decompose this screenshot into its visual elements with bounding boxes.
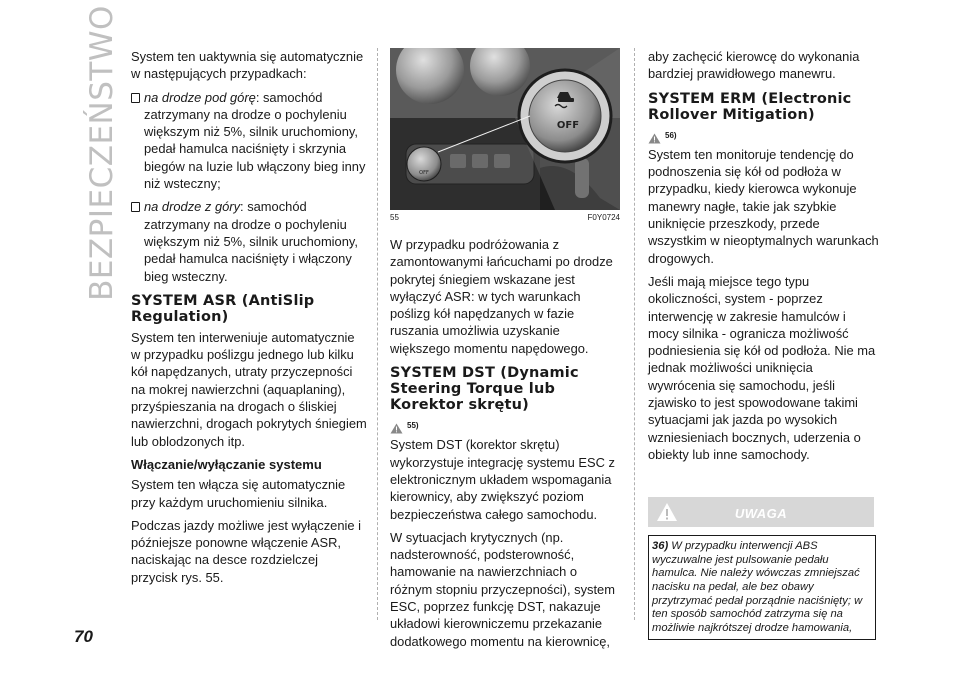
- column-divider: [377, 48, 379, 620]
- heading-on-off: Włączanie/wyłączanie systemu: [131, 456, 322, 472]
- paragraph-on-off-1: System ten włącza się automatycznie przy każdym uruchomieniu silnika.: [131, 477, 346, 510]
- off-label: OFF: [556, 120, 580, 131]
- paragraph-erm-2: Jeśli mają miejsce tego typu okoliczności, system - poprzez interwencję w zakresie hamulców i mocy silnika - ogranicza możliwość podniesienia się kół od podłoża. Nie ma jednak możliwości uniknięcia wywrócenia się samochodu, jeśli zjawisko to jest spowodowane takimi sytuacjami jak jazda po wysokich wzniesieniach bocznych, uderzenia o obiekty lub inne samochody.: [648, 273, 876, 462]
- paragraph-dst-2: W sytuacjach krytycznych (np. nadsterowność, podsterowność, hamowanie na nawierzchniach o różnym stopniu przyczepności), system ESC, poprzez funkcję DST, nakazuje układowi kierowniczemu przekazanie dodatkowego momentu na kierownicę,: [390, 529, 615, 649]
- heading-dst: SYSTEM DST (Dynamic Steering Torque lub Korektor skrętu): [390, 365, 579, 414]
- bullet-uphill-title: na drodze pod górę: [144, 89, 256, 105]
- bullet-uphill-text: : samochód zatrzymany na drodze o pochyleniu większym niż 5%, silnik uruchomiony, pedał hamulca naciśnięty i skrzynia biegów na luzie lub włączony bieg inny niż wsteczny;: [144, 89, 366, 192]
- warning-text: W przypadku interwencji ABS wyczuwalne jest pulsowanie pedału hamulca. Nie należy wówczas zmniejszać nacisku na pedał, ale bez obawy przytrzymać pedał porządnie naciśnięty; w ten sposób samochód zatrzyma się na możliwie najkrótszej drodze hamowania,: [652, 540, 863, 634]
- paragraph-intro: System ten uaktywnia się automatycznie w następujących przypadkach:: [131, 49, 364, 82]
- column-right: [648, 48, 880, 640]
- bullet-uphill: [131, 89, 367, 193]
- paragraph-on-off-2: Podczas jazdy możliwe jest wyłączenie i późniejsze ponowne włączenie ASR, naciskając na desce rozdzielczej przycisk rys. 55.: [131, 517, 361, 585]
- figure-number: 55: [390, 213, 399, 222]
- figure-code: F0Y0724: [587, 213, 620, 222]
- paragraph-dst-1: System DST (korektor skrętu) wykorzystuje integrację systemu ESC z elektronicznym układem wspomagania kierownicy, aby zwiększyć poziom bezpieczeństwa całego samochodu.: [390, 437, 615, 522]
- paragraph-asr: System ten interweniuje automatycznie w przypadku poślizgu jednego lub kilku kół napędzanych, utraty przyczepności na mokrej nawierzchni (aquaplaning), przyśpieszania na drogach o śliskiej nawierzchni, drogach pokrytych śniegiem lub oblodzonych itp.: [131, 329, 367, 449]
- dashboard-illustration: [390, 48, 620, 210]
- reference-dst-number: 55): [407, 421, 419, 431]
- heading-asr: SYSTEM ASR (AntiSlip Regulation): [131, 292, 315, 325]
- bullet-downhill: [131, 198, 367, 284]
- reference-erm: [648, 127, 880, 144]
- paragraph-erm-1: System ten monitoruje tendencję do podnoszenia się kół od podłoża w przypadku, kiedy kierowca wykonuje manewry nagłe, takie jak szybkie uniknięcie przeszkody, przede wszystkim w nieoptymalnych warunkach drogowych.: [648, 146, 879, 266]
- bullet-downhill-text: : samochód zatrzymany na drodze o pochyleniu większym niż 5%, silnik uruchomiony, pedał hamulca naciśnięty i włączony bieg wsteczny.: [144, 199, 358, 284]
- reference-erm-number: 56): [665, 130, 677, 140]
- paragraph-continued: aby zachęcić kierowcę do wykonania bardziej prawidłowego manewru.: [648, 49, 860, 82]
- warning-triangle-icon: [390, 423, 403, 434]
- section-title-vertical: [84, 5, 120, 301]
- column-left: [131, 48, 367, 592]
- column-divider: [634, 48, 636, 620]
- warning-box: [648, 535, 876, 640]
- figure-dashboard-photo: [390, 48, 620, 210]
- warning-triangle-icon: [648, 133, 661, 144]
- paragraph-chains: W przypadku podróżowania z zamontowanymi łańcuchami po drodze pokrytej śniegiem wskazane jest wyłączyć ASR: w tych warunkach poślizg kół napędzanych w fazie ruszania umożliwia uzyskanie większego momentu napędowego.: [390, 237, 613, 356]
- warning-number: 36): [652, 540, 669, 553]
- warning-header: [648, 497, 874, 527]
- section-title-text: BEZPIECZEŃSTWO: [84, 5, 120, 301]
- svg-text:OFF: OFF: [419, 170, 429, 176]
- warning-title: UWAGA: [734, 506, 788, 522]
- reference-dst: [390, 417, 622, 434]
- figure-caption: [390, 213, 620, 222]
- column-middle: [390, 236, 622, 656]
- heading-erm: SYSTEM ERM (Electronic Rollover Mitigation): [648, 90, 852, 123]
- page-number: 70: [74, 627, 93, 646]
- bullet-downhill-title: na drodze z góry: [144, 199, 241, 215]
